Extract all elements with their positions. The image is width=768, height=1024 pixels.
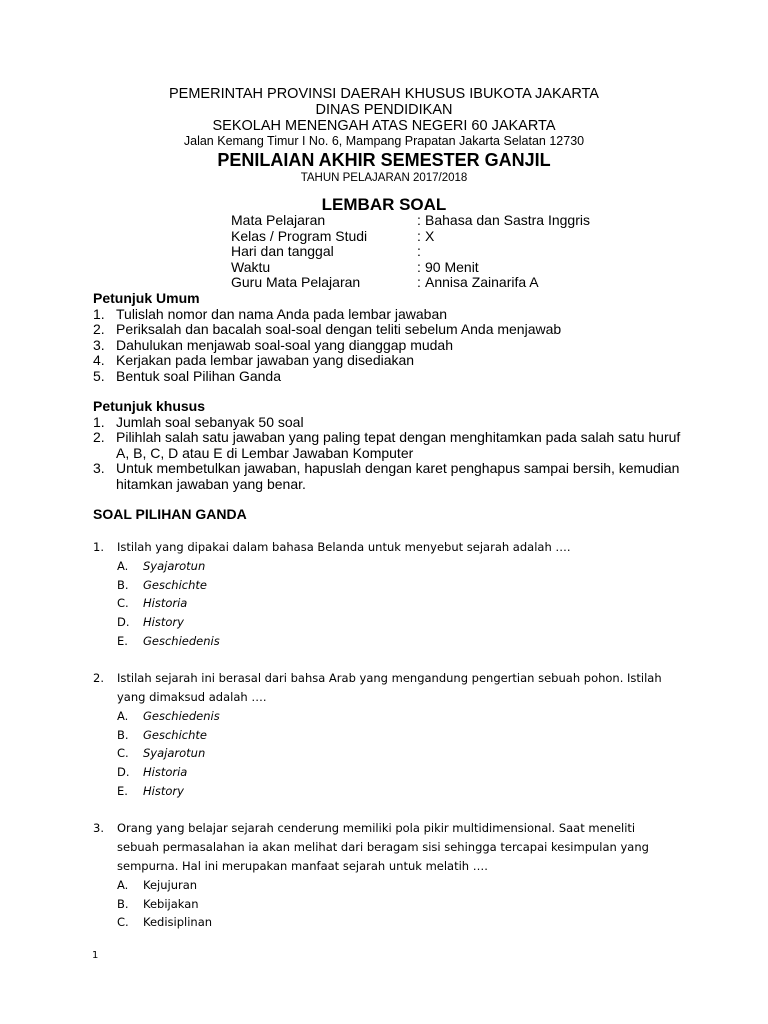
option-text: History	[143, 615, 184, 630]
answer-option	[117, 707, 677, 726]
info-value: X	[425, 227, 435, 244]
answer-option	[117, 763, 677, 782]
info-colon: :	[417, 227, 421, 244]
list-item	[93, 461, 686, 492]
specific-instructions-heading: Petunjuk khusus	[93, 398, 206, 414]
list-item	[93, 307, 686, 323]
option-letter: C.	[117, 915, 129, 930]
option-text: Historia	[143, 596, 188, 611]
list-item	[93, 430, 686, 461]
option-text: Historia	[143, 765, 188, 780]
option-letter: C.	[117, 596, 129, 611]
specific-instructions	[93, 399, 686, 492]
option-letter: D.	[117, 765, 130, 780]
answer-option	[117, 726, 677, 745]
document-header	[0, 86, 768, 185]
info-value: 90 Menit	[425, 258, 479, 275]
list-item	[93, 322, 686, 338]
info-colon: :	[417, 274, 421, 290]
answer-option	[117, 782, 677, 801]
question-text: Orang yang belajar sejarah cenderung memiliki pola pikir multidimensional. Saat meneliti sebuah permasalahan ia akan melihat dari beragam sisi sehingga tercapai kesimpulan yang sempurna. Hal ini merupakan manfaat sejarah untuk melatih ….	[117, 821, 649, 873]
info-colon: :	[417, 243, 421, 259]
answer-options	[117, 557, 677, 650]
item-text: Periksalah dan bacalah soal-soal dengan teliti sebelum Anda menjawab	[116, 321, 562, 337]
general-instructions-heading: Petunjuk Umum	[93, 290, 200, 306]
answer-option	[117, 895, 677, 914]
question-number: 1.	[93, 540, 104, 554]
question-3	[93, 819, 677, 932]
info-row	[231, 244, 590, 260]
info-row	[231, 260, 590, 276]
answer-option	[117, 913, 677, 932]
question-number: 2.	[93, 671, 104, 685]
info-value: Bahasa dan Sastra Inggris	[425, 212, 590, 228]
item-number: 2.	[93, 321, 105, 337]
item-text: Jumlah soal sebanyak 50 soal	[116, 413, 304, 430]
header-school-line: SEKOLAH MENENGAH ATAS NEGERI 60 JAKARTA	[212, 118, 556, 134]
item-number: 3.	[93, 336, 105, 353]
lembar-soal-header	[0, 195, 768, 215]
item-text: Untuk membetulkan jawaban, hapuslah dengan karet penghapus sampai bersih, kemudian hitamkan jawaban yang benar.	[116, 460, 680, 492]
list-item	[93, 369, 686, 385]
info-label: Waktu	[231, 258, 271, 275]
option-letter: C.	[117, 746, 129, 761]
item-number: 4.	[93, 352, 105, 368]
answer-options	[117, 707, 677, 800]
info-colon: :	[417, 212, 421, 228]
item-number: 5.	[93, 367, 105, 384]
question-1	[93, 538, 677, 650]
info-row	[231, 229, 590, 245]
option-letter: D.	[117, 615, 130, 630]
option-letter: E.	[117, 633, 128, 648]
item-number: 1.	[93, 413, 105, 430]
page-number: 1	[92, 950, 99, 961]
list-item	[93, 415, 686, 431]
info-label: Hari dan tanggal	[231, 243, 334, 259]
option-text: Kedisiplinan	[143, 915, 213, 930]
answer-option	[117, 594, 677, 613]
option-text: Geschiedenis	[143, 709, 220, 723]
item-text: Dahulukan menjawab soal-soal yang dianggap mudah	[116, 336, 454, 353]
answer-options	[117, 876, 677, 932]
option-text: History	[143, 783, 184, 798]
header-address: Jalan Kemang Timur I No. 6, Mampang Prapatan Jakarta Selatan 12730	[183, 134, 585, 148]
answer-option	[117, 876, 677, 895]
answer-option	[117, 557, 677, 576]
answer-option	[117, 632, 677, 651]
question-stem	[93, 538, 677, 557]
exam-info-table	[231, 213, 590, 291]
info-label: Guru Mata Pelajaran	[231, 274, 361, 290]
info-value: Annisa Zainarifa A	[425, 274, 539, 290]
item-number: 1.	[93, 305, 105, 322]
option-letter: B.	[117, 577, 129, 592]
option-letter: A.	[117, 709, 129, 723]
lembar-soal-title: LEMBAR SOAL	[321, 195, 447, 214]
item-text: Kerjakan pada lembar jawaban yang disediakan	[116, 352, 415, 368]
question-stem	[93, 819, 677, 876]
question-text: Istilah sejarah ini berasal dari bahsa Arab yang mengandung pengertian sebuah pohon. Istilah yang dimaksud adalah ….	[117, 671, 662, 704]
multiple-choice-heading: SOAL PILIHAN GANDA	[93, 506, 247, 522]
answer-option	[117, 744, 677, 763]
item-text: Bentuk soal Pilihan Ganda	[116, 367, 281, 384]
option-text: Geschichte	[143, 577, 207, 592]
option-text: Syajarotun	[143, 746, 206, 761]
option-text: Geschiedenis	[143, 633, 220, 648]
specific-instructions-list	[93, 415, 686, 493]
option-text: Geschichte	[143, 727, 207, 742]
general-instructions	[93, 291, 686, 384]
info-row	[231, 213, 590, 229]
question-stem	[93, 669, 677, 707]
list-item	[93, 338, 686, 354]
general-instructions-list	[93, 307, 686, 385]
exam-title: PENILAIAN AKHIR SEMESTER GANJIL	[217, 150, 551, 170]
option-letter: E.	[117, 783, 128, 798]
option-letter: B.	[117, 896, 129, 911]
academic-year: TAHUN PELAJARAN 2017/2018	[300, 172, 468, 184]
list-item	[93, 353, 686, 369]
option-text: Kejujuran	[143, 878, 198, 892]
info-row	[231, 275, 590, 291]
item-text: Tulislah nomor dan nama Anda pada lembar jawaban	[116, 305, 448, 322]
question-text: Istilah yang dipakai dalam bahasa Belanda untuk menyebut sejarah adalah ….	[117, 540, 571, 554]
item-text: Pilihlah salah satu jawaban yang paling tepat dengan menghitamkan pada salah satu huruf A, B, C, D atau E di Lembar Jawaban Komputer	[116, 429, 681, 461]
header-government-line: PEMERINTAH PROVINSI DAERAH KHUSUS IBUKOTA JAKARTA	[169, 86, 599, 102]
question-number: 3.	[93, 821, 104, 835]
info-label: Mata Pelajaran	[231, 212, 326, 228]
option-text: Kebijakan	[143, 896, 199, 911]
question-2	[93, 669, 677, 800]
option-letter: A.	[117, 878, 129, 892]
option-letter: B.	[117, 727, 129, 742]
option-letter: A.	[117, 559, 129, 573]
answer-option	[117, 576, 677, 595]
info-colon: :	[417, 258, 421, 275]
item-number: 3.	[93, 460, 105, 476]
info-label: Kelas / Program Studi	[231, 227, 368, 244]
item-number: 2.	[93, 429, 105, 445]
answer-option	[117, 613, 677, 632]
option-text: Syajarotun	[143, 559, 206, 573]
header-department-line: DINAS PENDIDIKAN	[315, 102, 453, 118]
